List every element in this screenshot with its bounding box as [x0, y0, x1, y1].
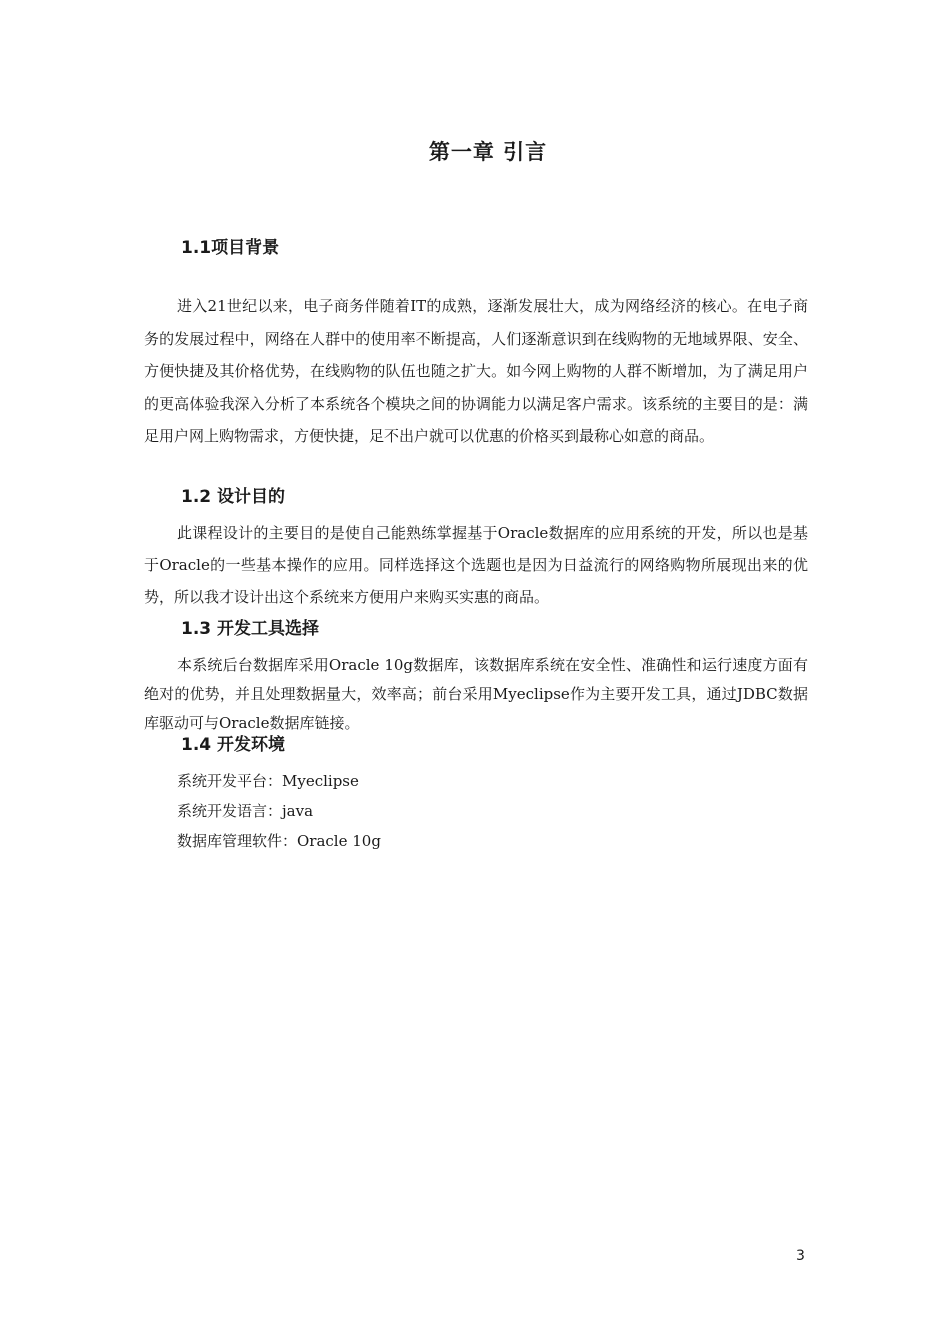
env-line-language: 系统开发语言：java [177, 802, 314, 820]
env-line-database: 数据库管理软件：Oracle 10g [177, 832, 381, 850]
page-number: 3 [796, 1248, 805, 1264]
section-heading-dev-tools: 1.3 开发工具选择 [181, 619, 320, 639]
section-heading-background: 1.1项目背景 [181, 238, 280, 258]
section-heading-dev-environment: 1.4 开发环境 [181, 735, 286, 755]
env-line-platform: 系统开发平台：Myeclipse [177, 772, 359, 790]
section-heading-design-goal: 1.2 设计目的 [181, 487, 286, 507]
paragraph-dev-tools: 本系统后台数据库采用Oracle 10g数据库，该数据库系统在安全性、准确性和运行速度方面有绝对的优势，并且处理数据量大，效率高；前台采用Myeclipse作为主要开发工具，通过JDBC数据库驱动可与Oracle数据库链接。 [144, 656, 808, 732]
paragraph-design-goal: 此课程设计的主要目的是使自己能熟练掌握基于Oracle数据库的应用系统的开发，所以也是基于Oracle的一些基本操作的应用。同样选择这个选题也是因为日益流行的网络购物所展现出来的优势，所以我才设计出这个系统来方便用户来购买实惠的商品。 [144, 524, 808, 606]
chapter-title: 第一章 引言 [428, 140, 548, 164]
paragraph-background: 进入21世纪以来，电子商务伴随着IT的成熟，逐渐发展壮大，成为网络经济的核心。在电子商务的发展过程中，网络在人群中的使用率不断提高，人们逐渐意识到在线购物的无地域界限、安全、方便快捷及其价格优势，在线购物的队伍也随之扩大。如今网上购物的人群不断增加，为了满足用户的更高体验我深入分析了本系统各个模块之间的协调能力以满足客户需求。该系统的主要目的是：满足用户网上购物需求，方便快捷，足不出户就可以优惠的价格买到最称心如意的商品。 [144, 297, 808, 445]
